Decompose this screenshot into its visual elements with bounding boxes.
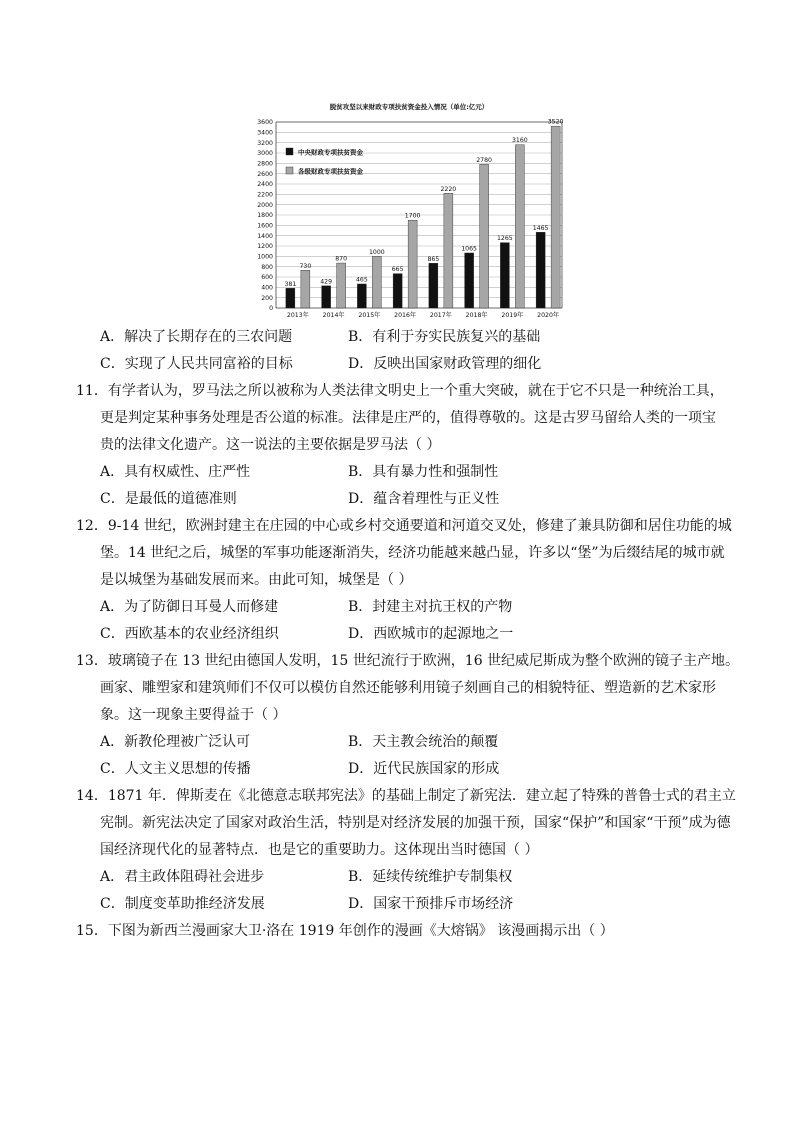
legend-label: 各级财政专项扶贫资金: [298, 167, 363, 176]
data-label: 1065: [461, 245, 477, 253]
bar-all-levels: [480, 164, 489, 308]
q13-stem-line-2: 画家、雕塑家和建筑师们不仅可以模仿自然还能够利用镜子刻画自己的相貌特征、塑造新的艺术家形: [100, 680, 716, 696]
q10-option-c: C．实现了人民共同富裕的目标: [100, 356, 293, 372]
data-label: 381: [284, 280, 297, 288]
x-tick-label: 2019年: [501, 312, 524, 319]
q13-option-d: D．近代民族国家的形成: [348, 761, 500, 777]
data-label: 1265: [497, 235, 513, 243]
legend-label: 中央财政专项扶贫资金: [298, 148, 363, 157]
data-label: 2780: [476, 156, 492, 164]
q12-stem-line-3: 是以城堡为基础发展而来。由此可知，城堡是（ ）: [100, 572, 413, 588]
q10-option-d: D．反映出国家财政管理的细化: [348, 356, 542, 372]
q11-option-c: C．是最低的道德准则: [100, 491, 237, 507]
q14-stem-line-3: 国经济现代化的显著特点．也是它的重要助力。这体现出当时德国（ ）: [100, 842, 539, 858]
q15-stem-line-1: 15．下图为新西兰漫画家大卫·洛在 1919 年创作的漫画《大熔锅》 该漫画揭示出（ ）: [76, 923, 614, 939]
q14-option-b: B．延续传统维护专制集权: [348, 869, 513, 885]
chart-svg: [240, 98, 570, 322]
q11-option-a: A．具有权威性、庄严性: [100, 464, 251, 480]
bar-all-levels: [515, 145, 524, 308]
legend-swatch: [286, 167, 293, 174]
y-tick-label: 200: [261, 294, 273, 302]
q14-option-d: D．国家干预排斥市场经济: [348, 896, 514, 912]
y-tick-label: 2400: [257, 181, 273, 189]
x-tick-label: 2018年: [465, 312, 488, 319]
x-tick-label: 2015年: [358, 312, 381, 319]
bar-chart: [240, 98, 570, 322]
x-tick-label: 2016年: [394, 312, 417, 319]
q12-option-a: A．为了防御日耳曼人而修建: [100, 599, 279, 615]
x-tick-label: 2017年: [429, 312, 452, 319]
bar-all-levels: [408, 220, 417, 308]
data-label: 465: [355, 276, 368, 284]
data-label: 3160: [512, 137, 528, 145]
bar-all-levels: [551, 126, 560, 308]
q11-option-b: B．具有暴力性和强制性: [348, 464, 499, 480]
y-tick-label: 1000: [257, 253, 273, 261]
q13-option-a: A．新教伦理被广泛认可: [100, 734, 251, 750]
bar-all-levels: [444, 193, 453, 308]
y-tick-label: 2000: [257, 201, 273, 209]
y-tick-label: 1400: [257, 232, 273, 240]
bar-central: [536, 232, 545, 308]
q13-option-c: C．人文主义思想的传播: [100, 761, 251, 777]
q10-option-a: A．解决了长期存在的三农问题: [100, 329, 293, 345]
bar-central: [357, 284, 366, 308]
q11-stem-line-3: 贵的法律文化遗产。这一说法的主要依据是罗马法（ ）: [100, 437, 441, 453]
data-label: 429: [320, 278, 333, 286]
y-tick-label: 3600: [257, 119, 273, 127]
bar-central: [465, 253, 474, 308]
q12-stem-line-2: 堡。14 世纪之后，城堡的军事功能逐渐消失，经济功能越来越凸显，许多以“堡”为后缀结尾的城市就: [100, 545, 725, 561]
chart-title: 脱贫攻坚以来财政专项扶贫资金投入情况（单位:亿元）: [329, 103, 489, 111]
y-tick-label: 600: [261, 274, 273, 282]
y-tick-label: 2600: [257, 170, 273, 178]
q12-option-c: C．西欧基本的农业经济组织: [100, 626, 279, 642]
y-tick-label: 3400: [257, 129, 273, 137]
bar-central: [429, 263, 438, 308]
legend-swatch: [286, 148, 293, 155]
q11-option-d: D．蕴含着理性与正义性: [348, 491, 500, 507]
y-tick-label: 1800: [257, 212, 273, 220]
q14-stem-line-1: 14．1871 年．俾斯麦在《北德意志联邦宪法》的基础上制定了新宪法．建立起了特殊的普鲁士式的君主立: [76, 788, 736, 804]
q13-stem-line-3: 象。这一现象主要得益于（ ）: [100, 707, 287, 723]
data-label: 730: [299, 262, 312, 270]
q14-option-c: C．制度变革助推经济发展: [100, 896, 265, 912]
q12-stem-line-1: 12．9-14 世纪，欧洲封建主在庄园的中心或乡村交通要道和河道交叉处，修建了兼具防御和居住功能的城: [76, 518, 732, 534]
q10-option-b: B．有利于夯实民族复兴的基础: [348, 329, 541, 345]
y-tick-label: 1600: [257, 222, 273, 230]
bar-all-levels: [337, 263, 346, 308]
y-tick-label: 800: [261, 263, 273, 271]
data-label: 1000: [369, 248, 385, 256]
y-tick-label: 2800: [257, 160, 273, 168]
x-tick-label: 2014年: [322, 312, 345, 319]
data-label: 865: [427, 255, 440, 263]
q14-option-a: A．君主政体阻碍社会进步: [100, 869, 265, 885]
data-label: 1700: [404, 212, 421, 220]
q11-stem-line-1: 11．有学者认为，罗马法之所以被称为人类法律文明史上一个重大突破，就在于它不只是一种统治工具，: [76, 383, 724, 399]
y-tick-label: 0: [269, 305, 273, 313]
bar-central: [500, 243, 509, 308]
data-label: 3520: [547, 118, 564, 126]
data-label: 665: [391, 266, 404, 274]
data-label: 870: [335, 255, 348, 263]
data-label: 2220: [440, 185, 457, 193]
bar-all-levels: [301, 270, 310, 308]
y-tick-label: 1200: [257, 243, 273, 251]
bar-central: [393, 274, 402, 308]
bar-all-levels: [372, 256, 381, 308]
q13-option-b: B．天主教会统治的颠覆: [348, 734, 499, 750]
y-tick-label: 3000: [257, 150, 273, 158]
q12-option-b: B．封建主对抗王权的产物: [348, 599, 513, 615]
q11-stem-line-2: 更是判定某种事务处理是否公道的标准。法律是庄严的，值得尊敬的。这是古罗马留给人类的一项宝: [100, 410, 716, 426]
bar-central: [322, 286, 331, 308]
y-tick-label: 400: [261, 284, 273, 292]
data-label: 1465: [532, 224, 549, 232]
q12-option-d: D．西欧城市的起源地之一: [348, 626, 514, 642]
y-tick-label: 2200: [257, 191, 273, 199]
y-tick-label: 3200: [257, 139, 273, 147]
q14-stem-line-2: 宪制。新宪法决定了国家对政治生活，特别是对经济发展的加强干预，国家“保护”和国家“干预”成为德: [100, 815, 731, 831]
x-tick-label: 2020年: [537, 312, 560, 319]
x-tick-label: 2013年: [286, 312, 309, 319]
bar-central: [286, 288, 295, 308]
q13-stem-line-1: 13．玻璃镜子在 13 世纪由德国人发明，15 世纪流行于欧洲，16 世纪威尼斯成为整个欧洲的镜子主产地。: [76, 653, 740, 669]
